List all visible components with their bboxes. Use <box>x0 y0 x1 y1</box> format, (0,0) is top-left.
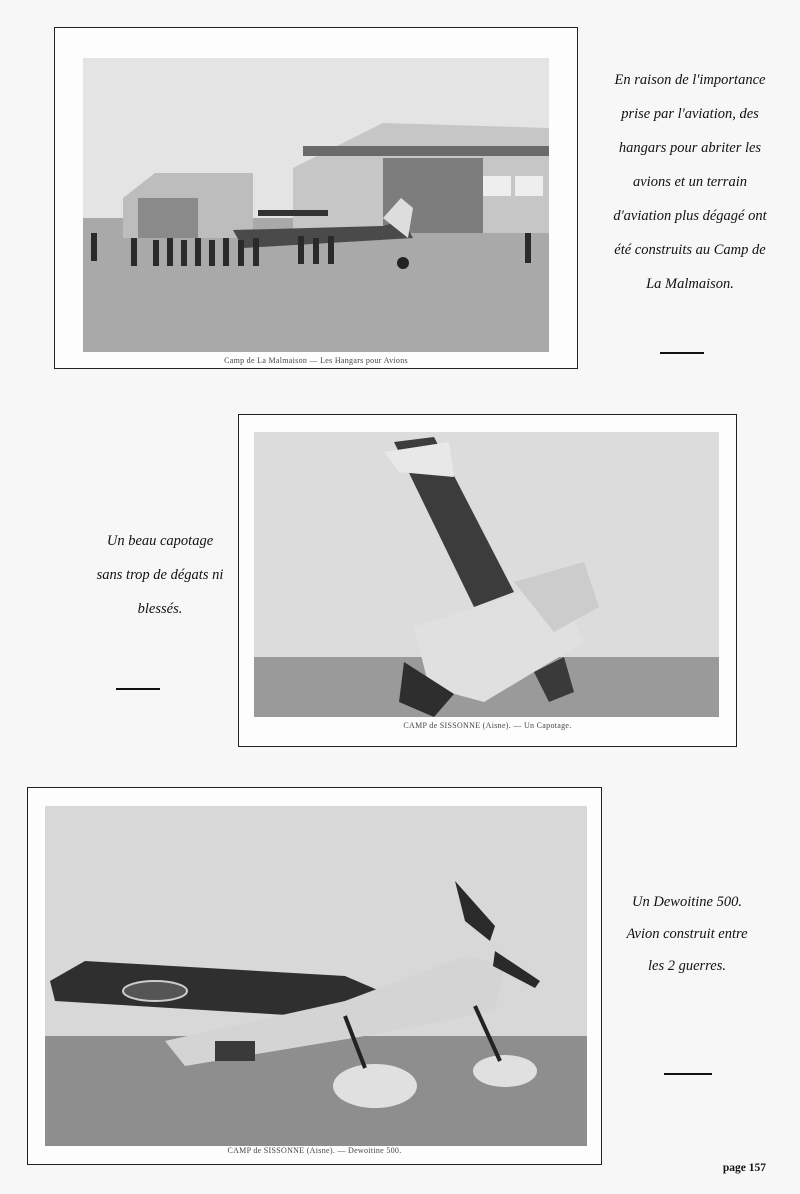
photo-frame-dewoitine <box>27 787 602 1165</box>
text-line: En raison de l'importance <box>614 72 766 88</box>
page-number: page 157 <box>722 1162 766 1174</box>
text-line: Avion construit entre <box>626 926 748 942</box>
photo-caption: Camp de La Malmaison — Les Hangars pour Avions <box>224 356 408 365</box>
text-line: avions et un terrain <box>633 174 747 190</box>
text-line: prise par l'aviation, des <box>621 106 759 122</box>
photo-frame-capotage <box>238 414 737 747</box>
text-line: La Malmaison. <box>646 276 734 292</box>
divider-rule <box>660 352 704 354</box>
text-line: blessés. <box>137 601 183 617</box>
text-line: Un beau capotage <box>106 533 214 549</box>
text-line: Un Dewoitine 500. <box>632 894 742 910</box>
divider-rule <box>664 1073 712 1075</box>
text-line: d'aviation plus dégagé ont <box>613 208 767 224</box>
divider-rule <box>116 688 160 690</box>
photo-dewoitine <box>45 806 587 1146</box>
photo-frame-hangars <box>54 27 578 369</box>
text-block-capotage <box>60 524 260 626</box>
text-block-hangars <box>590 63 790 301</box>
text-line: les 2 guerres. <box>648 958 726 974</box>
text-block-dewoitine <box>587 886 787 982</box>
text-line: hangars pour abriter les <box>618 140 762 156</box>
text-line: été construits au Camp de <box>614 242 766 258</box>
text-line: sans trop de dégats ni <box>96 567 224 583</box>
photo-caption: CAMP de SISSONNE (Aisne). — Dewoitine 500. <box>227 1146 402 1155</box>
photo-caption: CAMP de SISSONNE (Aisne). — Un Capotage. <box>403 721 572 730</box>
photo-hangars <box>83 58 549 352</box>
photo-capotage <box>254 432 719 717</box>
